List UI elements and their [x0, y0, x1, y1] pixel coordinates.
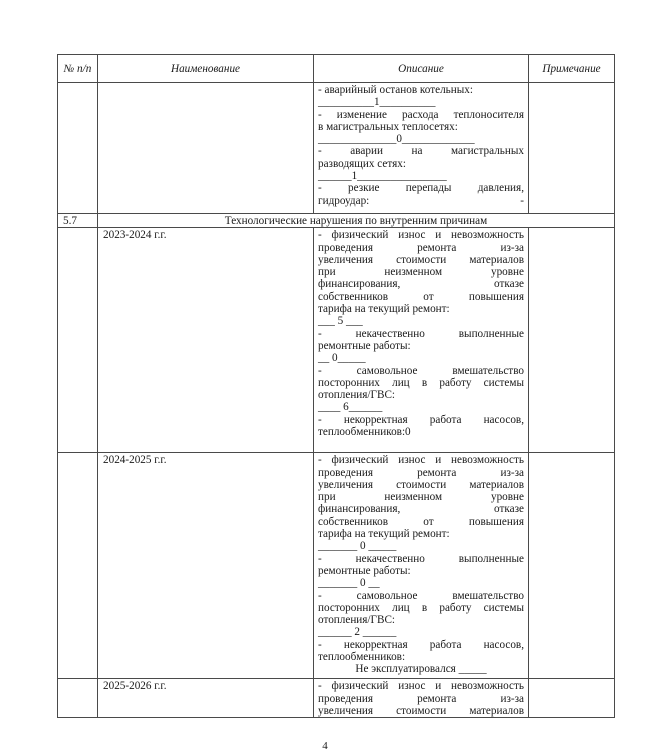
desc-line: в магистральных теплосетях: — [318, 120, 458, 133]
desc-line: увеличения стоимости материалов — [318, 478, 524, 491]
table-header-row — [58, 55, 615, 83]
desc-line: разводящих сетях: — [318, 157, 406, 170]
desc-line: - физический износ и невозможность — [318, 454, 524, 467]
section-num: 5.7 — [58, 214, 98, 228]
desc-line: увеличения стоимости материалов — [318, 704, 524, 717]
desc-line: посторонних лиц в работу системы — [318, 376, 524, 389]
desc-line: ______1________________ — [318, 170, 447, 183]
desc-line: ___ 5 ___ — [318, 315, 363, 328]
desc-line: _______ 0 __ — [318, 577, 380, 590]
desc-line: гидроудар: - — [318, 194, 524, 207]
desc-line: - самовольное вмешательство — [318, 589, 524, 602]
desc-line: Не эксплуатировался _____ — [355, 663, 487, 676]
header-note: Примечание — [529, 55, 615, 83]
desc-line: ______ 2 ______ — [318, 626, 397, 639]
desc-line: при неизменном уровне — [318, 266, 524, 279]
desc-line: - резкие перепады давления, — [318, 182, 524, 195]
table-row — [58, 679, 615, 718]
row-num-cell — [58, 679, 98, 718]
period-name: 2025-2026 г.г. — [98, 679, 314, 718]
desc-line: - аварии на магистральных — [318, 145, 524, 158]
row-desc-cell — [314, 228, 529, 453]
desc-line: собственников от повышения — [318, 290, 524, 303]
page-number: 4 — [322, 740, 328, 752]
period-name: 2023-2024 г.г. — [98, 228, 314, 453]
desc-line: отопления/ГВС: — [318, 614, 396, 627]
desc-line: - аварийный останов котельных: — [318, 84, 473, 96]
row-note-cell — [529, 83, 615, 214]
row-note-cell — [529, 679, 615, 718]
row-num-cell — [58, 453, 98, 679]
desc-line: проведения ремонта из-за — [318, 241, 524, 254]
desc-line: __ 0_____ — [318, 352, 366, 365]
section-row — [58, 214, 615, 228]
desc-line: __________1__________ — [318, 96, 436, 109]
header-name: Наименование — [98, 55, 314, 83]
desc-line: проведения ремонта из-за — [318, 692, 524, 705]
desc-line: _______ 0 _____ — [318, 540, 397, 553]
desc-line: проведения ремонта из-за — [318, 466, 524, 479]
row-note-cell — [529, 453, 615, 679]
desc-line: - самовольное вмешательство — [318, 364, 524, 377]
desc-line: - изменение расхода теплоносителя — [318, 108, 524, 121]
desc-line: - физический износ и невозможность — [318, 229, 524, 242]
desc-line: теплообменников:0 — [318, 426, 411, 439]
desc-line: ____ 6______ — [318, 401, 383, 414]
row-desc-cell — [314, 453, 529, 679]
desc-line: - физический износ и невозможность — [318, 680, 524, 693]
section-title: Технологические нарушения по внутренним причинам — [98, 214, 615, 228]
desc-line: ремонтные работы: — [318, 339, 411, 352]
table-row — [58, 453, 615, 679]
header-num: № п/п — [58, 55, 98, 83]
row-num-cell — [58, 83, 98, 214]
desc-line: - некачественно выполненные — [318, 327, 524, 340]
desc-line: ремонтные работы: — [318, 564, 411, 577]
desc-line: финансирования, отказе — [318, 503, 524, 516]
row-name-cell — [98, 83, 314, 214]
row-desc-cell — [314, 679, 529, 718]
period-name: 2024-2025 г.г. — [98, 453, 314, 679]
desc-line: увеличения стоимости материалов — [318, 253, 524, 266]
header-desc: Описание — [314, 55, 529, 83]
desc-line: при неизменном уровне — [318, 491, 524, 504]
desc-line: посторонних лиц в работу системы — [318, 601, 524, 614]
table-row — [58, 83, 615, 214]
desc-line: тарифа на текущий ремонт: — [318, 303, 450, 316]
violations-table — [57, 54, 615, 718]
desc-line: - некорректная работа насосов, — [318, 413, 524, 426]
desc-line: финансирования, отказе — [318, 278, 524, 291]
desc-line: собственников от повышения — [318, 515, 524, 528]
row-num-cell — [58, 228, 98, 453]
desc-line: - некорректная работа насосов, — [318, 638, 524, 651]
desc-line: тарифа на текущий ремонт: — [318, 528, 450, 541]
desc-line: - некачественно выполненные — [318, 552, 524, 565]
desc-line: теплообменников: — [318, 651, 406, 664]
row-desc-cell — [314, 83, 529, 214]
row-note-cell — [529, 228, 615, 453]
table-row — [58, 228, 615, 453]
desc-line: ______________0_____________ — [318, 133, 475, 146]
desc-line: отопления/ГВС: — [318, 389, 396, 402]
